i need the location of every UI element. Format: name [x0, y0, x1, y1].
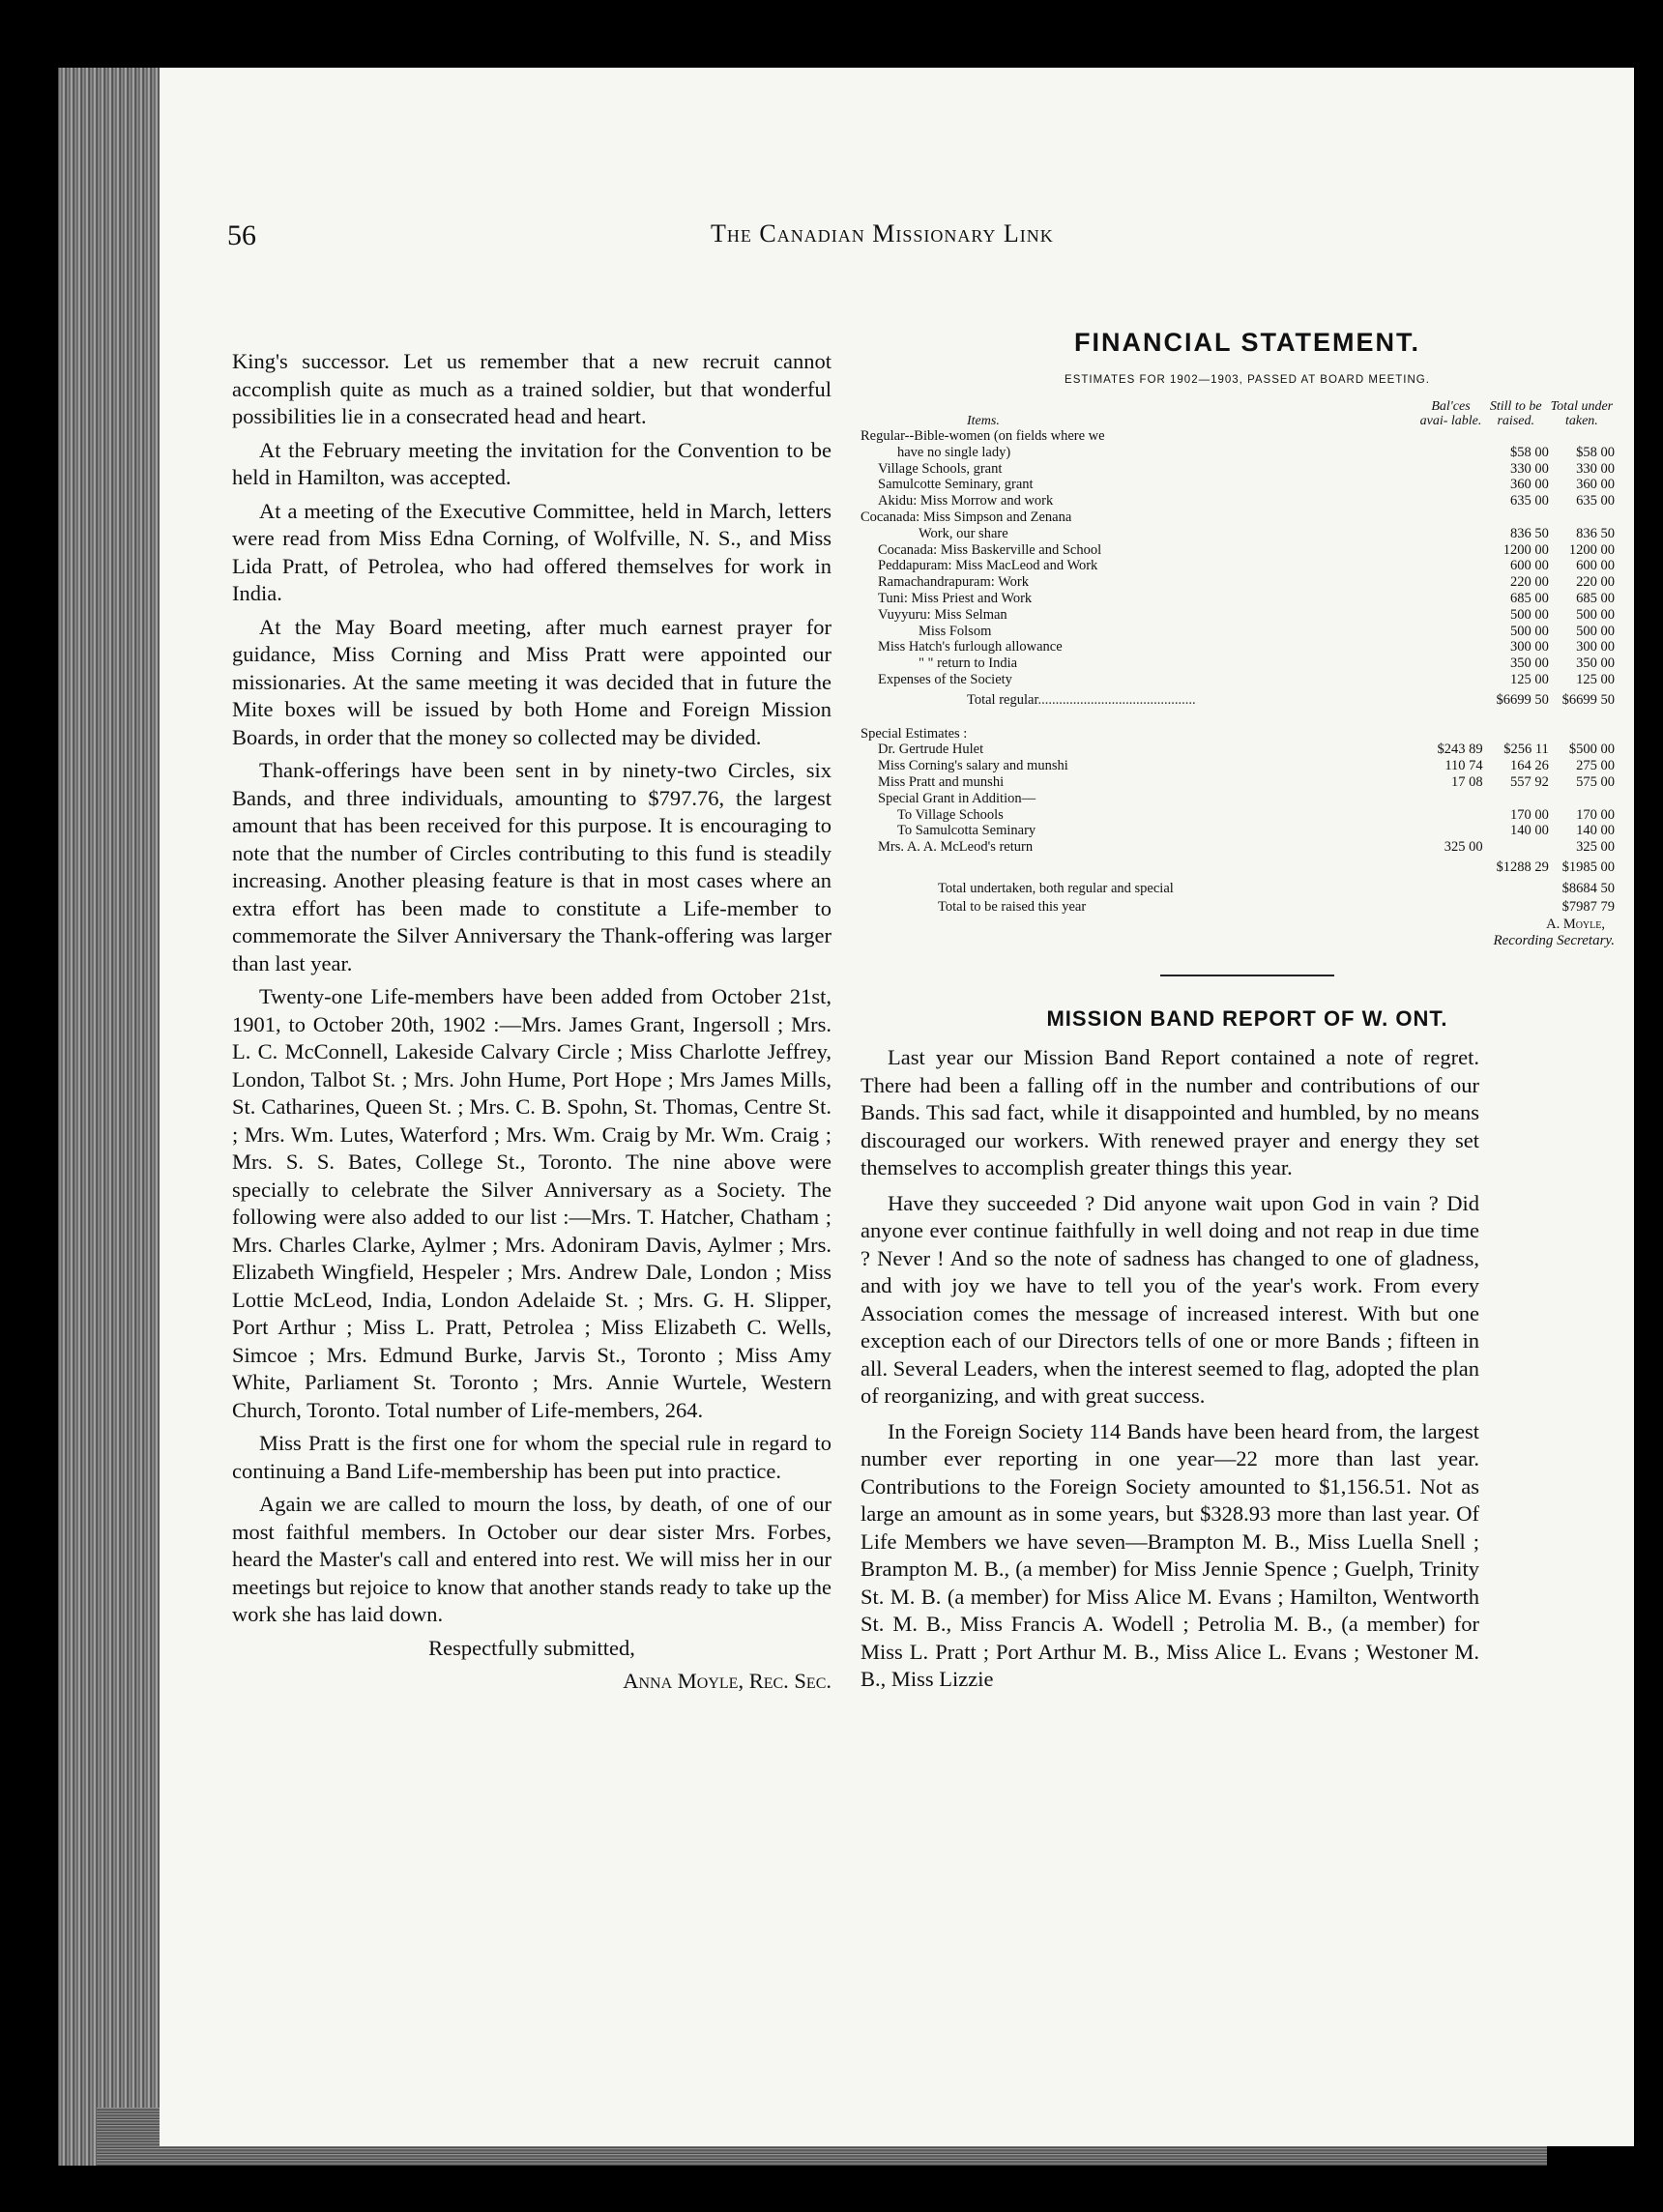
left-column [232, 348, 832, 1702]
financial-cell-still: 1200 00 [1503, 541, 1549, 558]
financial-cell-total: 125 00 [1576, 671, 1615, 687]
paragraph: Last year our Mission Band Report contained a note of regret. There had been a falling off in the number and contributions of our Bands. This sad fact, while it disappointed and humbled, by no means discouraged our workers. With renewed prayer and energy they set themselves to accomplish greater things this year. [861, 1045, 1479, 1180]
financial-cell-still: 600 00 [1509, 558, 1549, 574]
financial-cell-total: $500 00 [1568, 742, 1615, 758]
special-total-row [861, 856, 1615, 880]
paragraph: Twenty-one Life-members have been added from October 21st, 1901, to October 20th, 1902 :—Mrs. James Grant, Ingersoll ; Mrs. L. C. McConnell, Lakeside Calvary Circle ; Miss Charlotte Jeffrey, London, Talbot St. ; Mrs. John Hume, Port Hope ; Mrs James Mills, St. Catharines, Queen St. ; Mrs. C. B. Spohn, St. Thomas, Centre St. ; Mrs. Wm. Lutes, Waterford ; Mrs. Wm. Craig by Mr. Wm. Craig ; Mrs. S. S. Bates, College St., Toronto. The nine above were specially to celebrate the Silver Anniversary as a Society. The following were also added to our list :—Mrs. T. Hatcher, Chatham ; Mrs. Charles Clarke, Aylmer ; Mrs. Adoniram Davis, Aylmer ; Mrs. Elizabeth Wingfield, Hespeler ; Mrs. Andrew Dale, London ; Miss Lottie McLeod, India, London Adelaide St. ; Mrs. G. H. Slipper, Port Arthur ; Miss L. Pratt, Petrolea ; Miss Elizabeth C. Wells, Simcoe ; Mrs. Edmund Burke, Jarvis St., Toronto ; Miss Amy White, Parliament St. Toronto ; Mrs. Annie Wurtele, Western Church, Toronto. Total number of Life-members, 264. [232, 984, 832, 1422]
financial-cell-bal [1418, 624, 1482, 640]
financial-cell-bal [1418, 526, 1482, 542]
total-regular-total: $6699 50 [1561, 691, 1615, 708]
financial-cell-still: 140 00 [1509, 823, 1549, 839]
total-regular-row: Total regular............................................. $6699 50 $6699 50 [861, 688, 1615, 713]
financial-cell-bal: 17 08 [1451, 773, 1483, 790]
financial-row [861, 672, 1615, 688]
page-header [227, 208, 1581, 256]
paragraph: Thank-offerings have been sent in by ninety-two Circles, six Bands, and three individuals, amounting to $797.76, the largest amount that has been received for this purpose. It is encouraging to note that the number of Circles contributing to this fund is steadily increasing. Another pleasing feature is that in most cases where an extra effort has been made to constitute a Life-member to commemorate the Silver Anniversary the Thank-offering was larger than last year. [232, 758, 832, 975]
financial-row [861, 428, 1615, 445]
col-header-balances: Bal'ces avai- lable. [1419, 399, 1482, 428]
financial-special-rows [861, 742, 1615, 856]
col-header-items: Items. [967, 414, 1000, 428]
financial-cell-total: 330 00 [1576, 460, 1615, 477]
financial-cell-total: 500 00 [1576, 606, 1615, 623]
special-heading: Special Estimates : [861, 725, 968, 742]
financial-row [861, 823, 1615, 839]
financial-cell-bal [1418, 461, 1482, 478]
financial-cell-label: Akidu: Miss Morrow and work [878, 493, 1054, 509]
financial-row [861, 477, 1615, 493]
financial-cell-bal [1418, 823, 1482, 839]
financial-cell-total: 635 00 [1576, 493, 1615, 509]
financial-cell-label: " " return to India [919, 655, 1018, 672]
paragraph: King's successor. Let us remember that a new recruit cannot accomplish quite as much as a trained soldier, but that wonderful possibilities lie in a consecrated head and heart. [232, 349, 832, 428]
financial-row [861, 509, 1615, 526]
band-report-title: MISSION BAND REPORT OF W. ONT. [1046, 1005, 1448, 1031]
financial-row [861, 742, 1615, 758]
total-to-raise-row [938, 898, 1615, 917]
financial-cell-total: 300 00 [1576, 639, 1615, 655]
financial-cell-still: 300 00 [1509, 639, 1549, 655]
financial-cell-still: 635 00 [1509, 493, 1549, 509]
financial-cell-total: 220 00 [1576, 574, 1615, 591]
financial-cell-bal [1418, 542, 1482, 559]
paragraph: At a meeting of the Executive Committee, held in March, letters were read from Miss Edna Corning, of Wolfville, N. S., and Miss Lida Pratt, of Petrolea, who had offered themselves for work in India. [232, 498, 832, 605]
financial-cell-label: Dr. Gertrude Hulet [878, 742, 984, 758]
financial-cell-total: 275 00 [1576, 758, 1615, 774]
financial-cell-total: 325 00 [1576, 839, 1615, 856]
financial-cell-bal [1418, 558, 1482, 574]
financial-cell-label: Work, our share [919, 525, 1008, 541]
paragraph: Have they succeeded ? Did anyone wait upon God in vain ? Did anyone ever continue faithfully in well doing and not reap in due time ? Never ! And so the note of sadness has changed to one of gladness, and with joy we have to tell you of the year's work. From every Association comes the message of increased interest. With but one exception each of our Directors tells of one or more Bands ; fifteen in all. Several Leaders, when the interest seemed to flag, adopted the plan of reorganizing, and with great success. [861, 1190, 1479, 1409]
financial-row [861, 807, 1615, 824]
financial-signer-role: Recording Secretary. [1493, 932, 1615, 948]
financial-cell-still: 500 00 [1509, 623, 1549, 639]
financial-cell-bal [1418, 445, 1482, 461]
financial-cell-bal [1418, 791, 1482, 807]
financial-cell-label: Vuyyuru: Miss Selman [878, 606, 1007, 623]
scan-border [1634, 39, 1663, 2166]
financial-row [861, 591, 1615, 607]
financial-row [861, 526, 1615, 542]
col-header-total: Total under taken. [1550, 399, 1614, 428]
financial-cell-label: Village Schools, grant [878, 460, 1003, 477]
special-total-still: $1288 29 [1496, 859, 1549, 875]
financial-cell-bal [1418, 607, 1482, 624]
financial-cell-still: 557 92 [1509, 773, 1549, 790]
financial-cell-still: 350 00 [1509, 655, 1549, 672]
right-column [861, 329, 1634, 1702]
financial-cell-label: Ramachandrapuram: Work [878, 574, 1029, 591]
financial-cell-still: 220 00 [1509, 574, 1549, 591]
financial-cell-still: 164 26 [1509, 758, 1549, 774]
financial-cell-label: Expenses of the Society [878, 671, 1012, 687]
total-undertaken-value: $8684 50 [1561, 880, 1615, 896]
total-undertaken-label: Total undertaken, both regular and special [938, 880, 1174, 896]
financial-row [861, 791, 1615, 807]
financial-row [861, 607, 1615, 624]
financial-cell-still [1483, 791, 1549, 807]
band-report [861, 1005, 1634, 1694]
financial-cell-still: $58 00 [1509, 444, 1549, 460]
total-regular-label: Total regular [967, 691, 1038, 708]
financial-cell-total: 350 00 [1576, 655, 1615, 672]
financial-cell-label: Cocanada: Miss Simpson and Zenana [861, 509, 1072, 525]
financial-row [861, 558, 1615, 574]
financial-signer: A. Moyle, [1546, 916, 1605, 932]
financial-cell-still: 125 00 [1509, 671, 1549, 687]
financial-row [861, 542, 1615, 559]
financial-cell-total: 685 00 [1576, 590, 1615, 606]
total-undertaken-row [938, 880, 1615, 898]
financial-cell-total: $58 00 [1576, 444, 1615, 460]
special-total-total: $1985 00 [1561, 859, 1615, 875]
financial-cell-total: 360 00 [1576, 477, 1615, 493]
financial-cell-total: 600 00 [1576, 558, 1615, 574]
financial-row [861, 839, 1615, 856]
financial-cell-total: 170 00 [1576, 806, 1615, 823]
col-header-still: Still to be raised. [1489, 399, 1542, 428]
financial-cell-total [1549, 791, 1615, 807]
total-to-raise-value: $7987 79 [1561, 898, 1615, 915]
financial-cell-still [1483, 428, 1549, 445]
financial-row [861, 493, 1615, 509]
paragraph: Again we are called to mourn the loss, by death, of one of our most faithful members. In October our dear sister Mrs. Forbes, heard the Master's call and entered into rest. We will miss her in our meetings but rejoice to know that another stands ready to take up the work she has laid down. [232, 1492, 832, 1626]
financial-cell-total: 500 00 [1576, 623, 1615, 639]
paragraph: At the February meeting the invitation for the Convention to be held in Hamilton, was accepted. [232, 437, 832, 489]
financial-cell-label: have no single lady) [897, 444, 1011, 460]
financial-table [861, 399, 1615, 880]
financial-cell-label: Cocanada: Miss Baskerville and School [878, 541, 1102, 558]
financial-subtitle: ESTIMATES FOR 1902—1903, PASSED AT BOARD MEETING. [1065, 373, 1430, 386]
paragraph: Miss Pratt is the first one for whom the special rule in regard to continuing a Band Life-membership has been put into practice. [232, 1431, 832, 1483]
financial-cell-label: Miss Corning's salary and munshi [878, 758, 1068, 774]
financial-row [861, 758, 1615, 774]
financial-cell-label: Miss Pratt and munshi [878, 773, 1005, 790]
running-title: The Canadian Missionary Link [711, 219, 1054, 247]
financial-cell-bal: $243 89 [1437, 742, 1483, 758]
financial-cell-bal [1418, 509, 1482, 526]
total-regular-still: $6699 50 [1496, 691, 1549, 708]
financial-cell-still [1483, 509, 1549, 526]
financial-row [861, 774, 1615, 791]
book-page [160, 68, 1639, 2146]
financial-cell-label: Miss Folsom [919, 623, 992, 639]
page-number: 56 [227, 219, 256, 251]
financial-cell-label: Regular--Bible-women (on fields where we [861, 428, 1105, 444]
financial-cell-still: $256 11 [1503, 742, 1549, 758]
financial-cell-label: Peddapuram: Miss MacLeod and Work [878, 558, 1098, 574]
financial-cell-still: 330 00 [1509, 460, 1549, 477]
financial-regular-rows [861, 428, 1615, 688]
financial-cell-still: 685 00 [1509, 590, 1549, 606]
financial-cell-total: 575 00 [1576, 773, 1615, 790]
signature: Anna Moyle, Rec. Sec. [623, 1669, 832, 1693]
financial-cell-still: 170 00 [1509, 806, 1549, 823]
financial-cell-bal [1418, 477, 1482, 493]
financial-cell-bal [1418, 591, 1482, 607]
financial-row [861, 445, 1615, 461]
financial-row [861, 624, 1615, 640]
section-divider [1160, 975, 1334, 976]
total-to-raise-label: Total to be raised this year [938, 898, 1087, 915]
paragraph: At the May Board meeting, after much earnest prayer for guidance, Miss Corning and Miss Pratt were appointed our missionaries. At the same meeting it was decided that in future the Mite boxes will be issued by both Home and Foreign Mission Boards, in order that the money so collected may be divided. [232, 614, 832, 749]
financial-cell-bal: 325 00 [1444, 839, 1483, 856]
financial-cell-label: Miss Hatch's furlough allowance [878, 639, 1063, 655]
financial-cell-total: 1200 00 [1568, 541, 1615, 558]
undertaken-summary [938, 880, 1615, 917]
financial-cell-bal: 110 74 [1444, 758, 1483, 774]
financial-cell-label: Mrs. A. A. McLeod's return [878, 839, 1034, 856]
financial-title: FINANCIAL STATEMENT. [1074, 328, 1420, 357]
financial-cell-bal [1418, 655, 1482, 672]
financial-cell-bal [1418, 493, 1482, 509]
financial-row [861, 655, 1615, 672]
financial-cell-total [1549, 428, 1615, 445]
financial-cell-label: Samulcotte Seminary, grant [878, 477, 1034, 493]
financial-cell-still: 500 00 [1509, 606, 1549, 623]
financial-cell-bal [1418, 428, 1482, 445]
financial-cell-bal [1418, 639, 1482, 655]
financial-cell-bal [1418, 574, 1482, 591]
financial-cell-label: Special Grant in Addition— [878, 790, 1036, 806]
financial-cell-still [1483, 839, 1549, 856]
signoff: Respectfully submitted, [428, 1635, 635, 1660]
financial-cell-label: To Village Schools [897, 806, 1004, 823]
financial-cell-bal [1418, 672, 1482, 688]
financial-cell-still: 836 50 [1509, 525, 1549, 541]
financial-cell-still: 360 00 [1509, 477, 1549, 493]
financial-cell-label: Tuni: Miss Priest and Work [878, 590, 1033, 606]
financial-cell-total: 140 00 [1576, 823, 1615, 839]
financial-row [861, 639, 1615, 655]
financial-row [861, 574, 1615, 591]
financial-cell-total [1549, 509, 1615, 526]
financial-cell-total: 836 50 [1576, 525, 1615, 541]
paragraph: In the Foreign Society 114 Bands have been heard from, the largest number ever reporting in one year—22 more than last year. Contributions to the Foreign Society amounted to $1,156.51. Not as large an amount as in some years, but $328.93 more than last year. Of Life Members we have seven—Brampton M. B., Miss Luella Snell ; Brampton M. B., (a member) for Miss Jennie Spence ; Guelph, Trinity St. M. B. (a member) for Miss Alice M. Evans ; Hamilton, Wentworth St. M. B., Miss Francis A. Wodell ; Petrolia M. B., (a member) for Miss L. Pratt ; Port Arthur M. B., Miss Alice L. Evans ; Westoner M. B., Miss Lizzie [861, 1418, 1479, 1692]
financial-cell-label: To Samulcotta Seminary [897, 823, 1036, 839]
financial-row [861, 461, 1615, 478]
financial-cell-bal [1418, 807, 1482, 824]
